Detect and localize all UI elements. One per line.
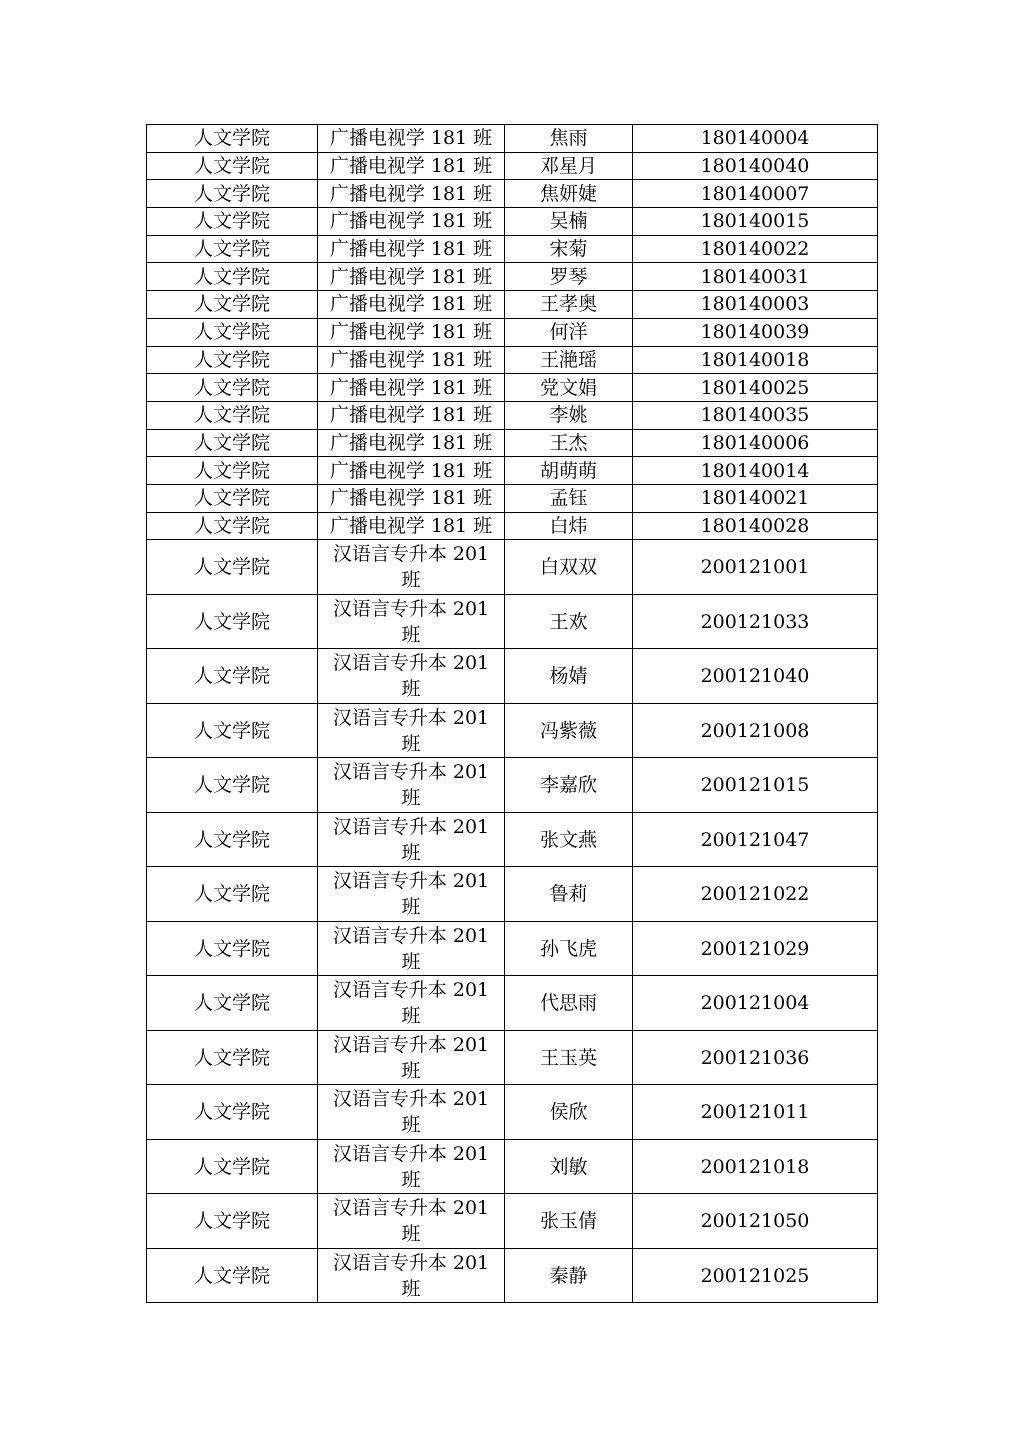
student-name-cell — [505, 484, 633, 512]
student-id-cell — [633, 152, 878, 180]
student-name-cell — [505, 208, 633, 236]
student-id-cell — [633, 649, 878, 704]
student-name-cell-text: 侯欣 — [549, 1101, 588, 1124]
student-name-cell-text: 秦静 — [549, 1264, 588, 1287]
student-name-cell — [505, 263, 633, 291]
class-cell — [318, 1030, 505, 1085]
college-cell-text: 人文学院 — [193, 1101, 270, 1124]
college-cell-text: 人文学院 — [193, 665, 270, 688]
student-id-cell-text: 200121004 — [700, 992, 810, 1015]
class-cell-text: 广播电视学 181 班 — [329, 404, 493, 427]
student-name-cell-text: 白炜 — [549, 514, 588, 537]
college-cell-text: 人文学院 — [193, 155, 270, 178]
student-name-cell — [505, 649, 633, 704]
table-row — [147, 374, 878, 402]
class-cell-text: 广播电视学 181 班 — [329, 155, 493, 178]
student-id-cell — [633, 457, 878, 485]
table-row — [147, 208, 878, 236]
college-cell-text: 人文学院 — [193, 210, 270, 233]
class-cell — [318, 180, 505, 208]
college-cell — [147, 318, 318, 346]
table-row — [147, 263, 878, 291]
student-id-cell-text: 200121011 — [700, 1101, 810, 1124]
class-cell-text: 汉语言专升本 201 班 — [332, 979, 490, 1028]
student-name-cell — [505, 1139, 633, 1194]
student-name-cell-text: 张文燕 — [539, 828, 597, 851]
college-cell — [147, 374, 318, 402]
class-cell-text: 汉语言专升本 201 班 — [332, 1197, 490, 1246]
student-name-cell — [505, 758, 633, 813]
college-cell — [147, 594, 318, 649]
student-id-cell-text: 180140015 — [700, 210, 810, 233]
student-name-cell — [505, 457, 633, 485]
class-cell — [318, 208, 505, 236]
table-row — [147, 346, 878, 374]
class-cell-text: 汉语言专升本 201 班 — [332, 1088, 490, 1137]
student-id-cell — [633, 1194, 878, 1249]
student-id-cell-text: 200121040 — [700, 665, 810, 688]
table-row — [147, 540, 878, 595]
class-cell — [318, 649, 505, 704]
table-row — [147, 457, 878, 485]
college-cell — [147, 1194, 318, 1249]
student-name-cell — [505, 1085, 633, 1140]
student-name-cell — [505, 812, 633, 867]
college-cell-text: 人文学院 — [193, 127, 270, 150]
class-cell — [318, 152, 505, 180]
college-cell-text: 人文学院 — [193, 514, 270, 537]
student-id-cell — [633, 540, 878, 595]
student-name-cell — [505, 976, 633, 1031]
college-cell — [147, 976, 318, 1031]
student-name-cell — [505, 401, 633, 429]
class-cell — [318, 1085, 505, 1140]
college-cell — [147, 540, 318, 595]
student-name-cell — [505, 346, 633, 374]
student-id-cell-text: 200121022 — [700, 883, 810, 906]
class-cell-text: 汉语言专升本 201 班 — [332, 1142, 490, 1191]
class-cell-text: 汉语言专升本 201 班 — [332, 1251, 490, 1300]
table-row — [147, 649, 878, 704]
college-cell-text: 人文学院 — [193, 883, 270, 906]
table-row — [147, 180, 878, 208]
class-cell-text: 广播电视学 181 班 — [329, 182, 493, 205]
student-name-cell — [505, 318, 633, 346]
student-id-cell-text: 180140004 — [700, 127, 810, 150]
student-name-cell — [505, 429, 633, 457]
student-name-cell-text: 白双双 — [539, 556, 597, 579]
student-id-cell-text: 180140021 — [700, 487, 810, 510]
student-id-cell — [633, 125, 878, 153]
student-name-cell-text: 杨婧 — [549, 665, 588, 688]
college-cell-text: 人文学院 — [193, 238, 270, 261]
table-row — [147, 1248, 878, 1303]
student-name-cell — [505, 1030, 633, 1085]
class-cell — [318, 758, 505, 813]
table-row — [147, 976, 878, 1031]
class-cell-text: 广播电视学 181 班 — [329, 127, 493, 150]
student-name-cell-text: 宋菊 — [549, 238, 588, 261]
student-id-cell-text: 180140003 — [700, 293, 810, 316]
class-cell-text: 汉语言专升本 201 班 — [332, 761, 490, 810]
college-cell — [147, 263, 318, 291]
student-name-cell-text: 代思雨 — [539, 992, 597, 1015]
student-id-cell — [633, 180, 878, 208]
student-name-cell — [505, 291, 633, 319]
class-cell-text: 广播电视学 181 班 — [329, 376, 493, 399]
table-row — [147, 152, 878, 180]
student-id-cell-text: 200121033 — [700, 610, 810, 633]
table-row — [147, 921, 878, 976]
college-cell-text: 人文学院 — [193, 321, 270, 344]
class-cell-text: 汉语言专升本 201 班 — [332, 924, 490, 973]
table-row — [147, 429, 878, 457]
college-cell — [147, 208, 318, 236]
student-id-cell-text: 180140007 — [700, 182, 810, 205]
student-id-cell — [633, 346, 878, 374]
college-cell — [147, 401, 318, 429]
table-row — [147, 594, 878, 649]
student-id-cell-text: 200121029 — [700, 937, 810, 960]
college-cell — [147, 457, 318, 485]
college-cell-text: 人文学院 — [193, 610, 270, 633]
class-cell-text: 汉语言专升本 201 班 — [332, 870, 490, 919]
student-name-cell — [505, 594, 633, 649]
college-cell — [147, 125, 318, 153]
student-name-cell-text: 孟钰 — [549, 487, 588, 510]
college-cell-text: 人文学院 — [193, 431, 270, 454]
class-cell — [318, 125, 505, 153]
class-cell-text: 汉语言专升本 201 班 — [332, 1033, 490, 1082]
student-name-cell-text: 吴楠 — [549, 210, 588, 233]
table-row — [147, 401, 878, 429]
student-id-cell-text: 180140014 — [700, 459, 810, 482]
student-id-cell — [633, 318, 878, 346]
college-cell — [147, 484, 318, 512]
student-id-cell — [633, 208, 878, 236]
class-cell-text: 广播电视学 181 班 — [329, 431, 493, 454]
college-cell — [147, 649, 318, 704]
table-row — [147, 1030, 878, 1085]
college-cell-text: 人文学院 — [193, 1046, 270, 1069]
class-cell-text: 汉语言专升本 201 班 — [332, 706, 490, 755]
student-id-cell-text: 180140018 — [700, 348, 810, 371]
college-cell — [147, 512, 318, 540]
table-row — [147, 812, 878, 867]
student-name-cell — [505, 703, 633, 758]
class-cell — [318, 263, 505, 291]
student-id-cell-text: 180140006 — [700, 431, 810, 454]
class-cell — [318, 976, 505, 1031]
college-cell-text: 人文学院 — [193, 1155, 270, 1178]
student-name-cell-text: 焦雨 — [549, 127, 588, 150]
college-cell-text: 人文学院 — [193, 348, 270, 371]
student-id-cell-text: 180140031 — [700, 265, 810, 288]
college-cell-text: 人文学院 — [193, 937, 270, 960]
student-name-cell-text: 张玉倩 — [539, 1210, 597, 1233]
student-name-cell — [505, 512, 633, 540]
class-cell — [318, 457, 505, 485]
student-id-cell — [633, 867, 878, 922]
student-id-cell-text: 200121018 — [700, 1155, 810, 1178]
college-cell-text: 人文学院 — [193, 265, 270, 288]
college-cell — [147, 235, 318, 263]
student-name-cell-text: 王杰 — [549, 431, 588, 454]
college-cell-text: 人文学院 — [193, 182, 270, 205]
student-name-cell — [505, 125, 633, 153]
table-row — [147, 291, 878, 319]
class-cell — [318, 346, 505, 374]
class-cell-text: 汉语言专升本 201 班 — [332, 597, 490, 646]
table-row — [147, 1194, 878, 1249]
college-cell — [147, 1248, 318, 1303]
class-cell — [318, 1194, 505, 1249]
student-id-cell-text: 200121008 — [700, 719, 810, 742]
student-id-cell — [633, 263, 878, 291]
class-cell — [318, 484, 505, 512]
student-id-cell-text: 180140022 — [700, 238, 810, 261]
student-name-cell — [505, 374, 633, 402]
class-cell-text: 广播电视学 181 班 — [329, 514, 493, 537]
student-id-cell — [633, 235, 878, 263]
class-cell-text: 广播电视学 181 班 — [329, 348, 493, 371]
student-id-cell — [633, 976, 878, 1031]
table-row — [147, 318, 878, 346]
student-id-cell — [633, 484, 878, 512]
student-id-cell — [633, 758, 878, 813]
college-cell — [147, 703, 318, 758]
college-cell-text: 人文学院 — [193, 459, 270, 482]
college-cell-text: 人文学院 — [193, 774, 270, 797]
table-row — [147, 512, 878, 540]
college-cell — [147, 1085, 318, 1140]
student-id-cell — [633, 1030, 878, 1085]
class-cell — [318, 921, 505, 976]
student-name-cell — [505, 235, 633, 263]
student-name-cell-text: 罗琴 — [549, 265, 588, 288]
student-name-cell — [505, 1248, 633, 1303]
student-name-cell — [505, 1194, 633, 1249]
student-name-cell-text: 党文娟 — [539, 376, 597, 399]
student-name-cell-text: 王欢 — [549, 610, 588, 633]
class-cell-text: 汉语言专升本 201 班 — [332, 543, 490, 592]
student-name-cell-text: 王玉英 — [539, 1046, 597, 1069]
class-cell — [318, 703, 505, 758]
college-cell-text: 人文学院 — [193, 487, 270, 510]
student-name-cell-text: 孙飞虎 — [539, 937, 597, 960]
student-id-cell-text: 180140035 — [700, 404, 810, 427]
student-id-cell-text: 180140040 — [700, 155, 810, 178]
college-cell-text: 人文学院 — [193, 1210, 270, 1233]
student-name-cell-text: 胡萌萌 — [539, 459, 597, 482]
student-name-cell-text: 冯紫薇 — [539, 719, 597, 742]
college-cell — [147, 1139, 318, 1194]
student-id-cell-text: 180140039 — [700, 321, 810, 344]
class-cell — [318, 512, 505, 540]
student-id-cell — [633, 703, 878, 758]
college-cell — [147, 1030, 318, 1085]
table-row — [147, 703, 878, 758]
college-cell — [147, 867, 318, 922]
college-cell — [147, 921, 318, 976]
college-cell — [147, 291, 318, 319]
college-cell-text: 人文学院 — [193, 376, 270, 399]
student-name-cell-text: 李嘉欣 — [539, 774, 597, 797]
class-cell — [318, 235, 505, 263]
college-cell — [147, 180, 318, 208]
class-cell — [318, 594, 505, 649]
table-row — [147, 125, 878, 153]
class-cell-text: 广播电视学 181 班 — [329, 487, 493, 510]
class-cell-text: 汉语言专升本 201 班 — [332, 652, 490, 701]
college-cell-text: 人文学院 — [193, 293, 270, 316]
class-cell-text: 广播电视学 181 班 — [329, 265, 493, 288]
college-cell-text: 人文学院 — [193, 992, 270, 1015]
student-id-cell-text: 180140025 — [700, 376, 810, 399]
college-cell — [147, 346, 318, 374]
student-name-cell-text: 王孝奥 — [539, 293, 597, 316]
class-cell — [318, 374, 505, 402]
class-cell — [318, 401, 505, 429]
student-name-cell-text: 鲁莉 — [549, 883, 588, 906]
student-id-cell-text: 180140028 — [700, 514, 810, 537]
student-name-cell-text: 李姚 — [549, 404, 588, 427]
college-cell-text: 人文学院 — [193, 404, 270, 427]
student-roster-table — [146, 124, 878, 1303]
class-cell — [318, 429, 505, 457]
student-id-cell-text: 200121036 — [700, 1046, 810, 1069]
college-cell-text: 人文学院 — [193, 828, 270, 851]
student-id-cell-text: 200121015 — [700, 774, 810, 797]
student-id-cell — [633, 374, 878, 402]
class-cell-text: 广播电视学 181 班 — [329, 459, 493, 482]
student-id-cell — [633, 429, 878, 457]
student-name-cell — [505, 867, 633, 922]
college-cell-text: 人文学院 — [193, 556, 270, 579]
student-name-cell-text: 刘敏 — [549, 1155, 588, 1178]
student-id-cell — [633, 401, 878, 429]
student-id-cell-text: 200121001 — [700, 556, 810, 579]
student-id-cell-text: 200121025 — [700, 1264, 810, 1287]
college-cell — [147, 758, 318, 813]
student-id-cell-text: 200121047 — [700, 828, 810, 851]
table-row — [147, 484, 878, 512]
student-name-cell — [505, 180, 633, 208]
class-cell-text: 汉语言专升本 201 班 — [332, 815, 490, 864]
college-cell-text: 人文学院 — [193, 719, 270, 742]
student-name-cell — [505, 921, 633, 976]
class-cell — [318, 291, 505, 319]
class-cell — [318, 812, 505, 867]
student-id-cell — [633, 512, 878, 540]
class-cell-text: 广播电视学 181 班 — [329, 210, 493, 233]
table-row — [147, 1085, 878, 1140]
class-cell — [318, 1139, 505, 1194]
student-id-cell — [633, 1085, 878, 1140]
student-id-cell — [633, 921, 878, 976]
roster-body — [147, 125, 878, 1303]
college-cell-text: 人文学院 — [193, 1264, 270, 1287]
student-id-cell-text: 200121050 — [700, 1210, 810, 1233]
student-id-cell — [633, 1139, 878, 1194]
student-name-cell — [505, 540, 633, 595]
class-cell — [318, 867, 505, 922]
student-id-cell — [633, 291, 878, 319]
class-cell-text: 广播电视学 181 班 — [329, 293, 493, 316]
table-row — [147, 758, 878, 813]
college-cell — [147, 812, 318, 867]
class-cell — [318, 318, 505, 346]
college-cell — [147, 429, 318, 457]
student-id-cell — [633, 812, 878, 867]
class-cell-text: 广播电视学 181 班 — [329, 321, 493, 344]
student-name-cell-text: 王滟瑶 — [539, 348, 597, 371]
student-name-cell-text: 邓星月 — [539, 155, 597, 178]
student-id-cell — [633, 594, 878, 649]
student-name-cell — [505, 152, 633, 180]
student-id-cell — [633, 1248, 878, 1303]
table-row — [147, 235, 878, 263]
class-cell-text: 广播电视学 181 班 — [329, 238, 493, 261]
table-row — [147, 1139, 878, 1194]
college-cell — [147, 152, 318, 180]
class-cell — [318, 540, 505, 595]
class-cell — [318, 1248, 505, 1303]
table-row — [147, 867, 878, 922]
student-name-cell-text: 何洋 — [549, 321, 588, 344]
student-name-cell-text: 焦妍婕 — [539, 182, 597, 205]
